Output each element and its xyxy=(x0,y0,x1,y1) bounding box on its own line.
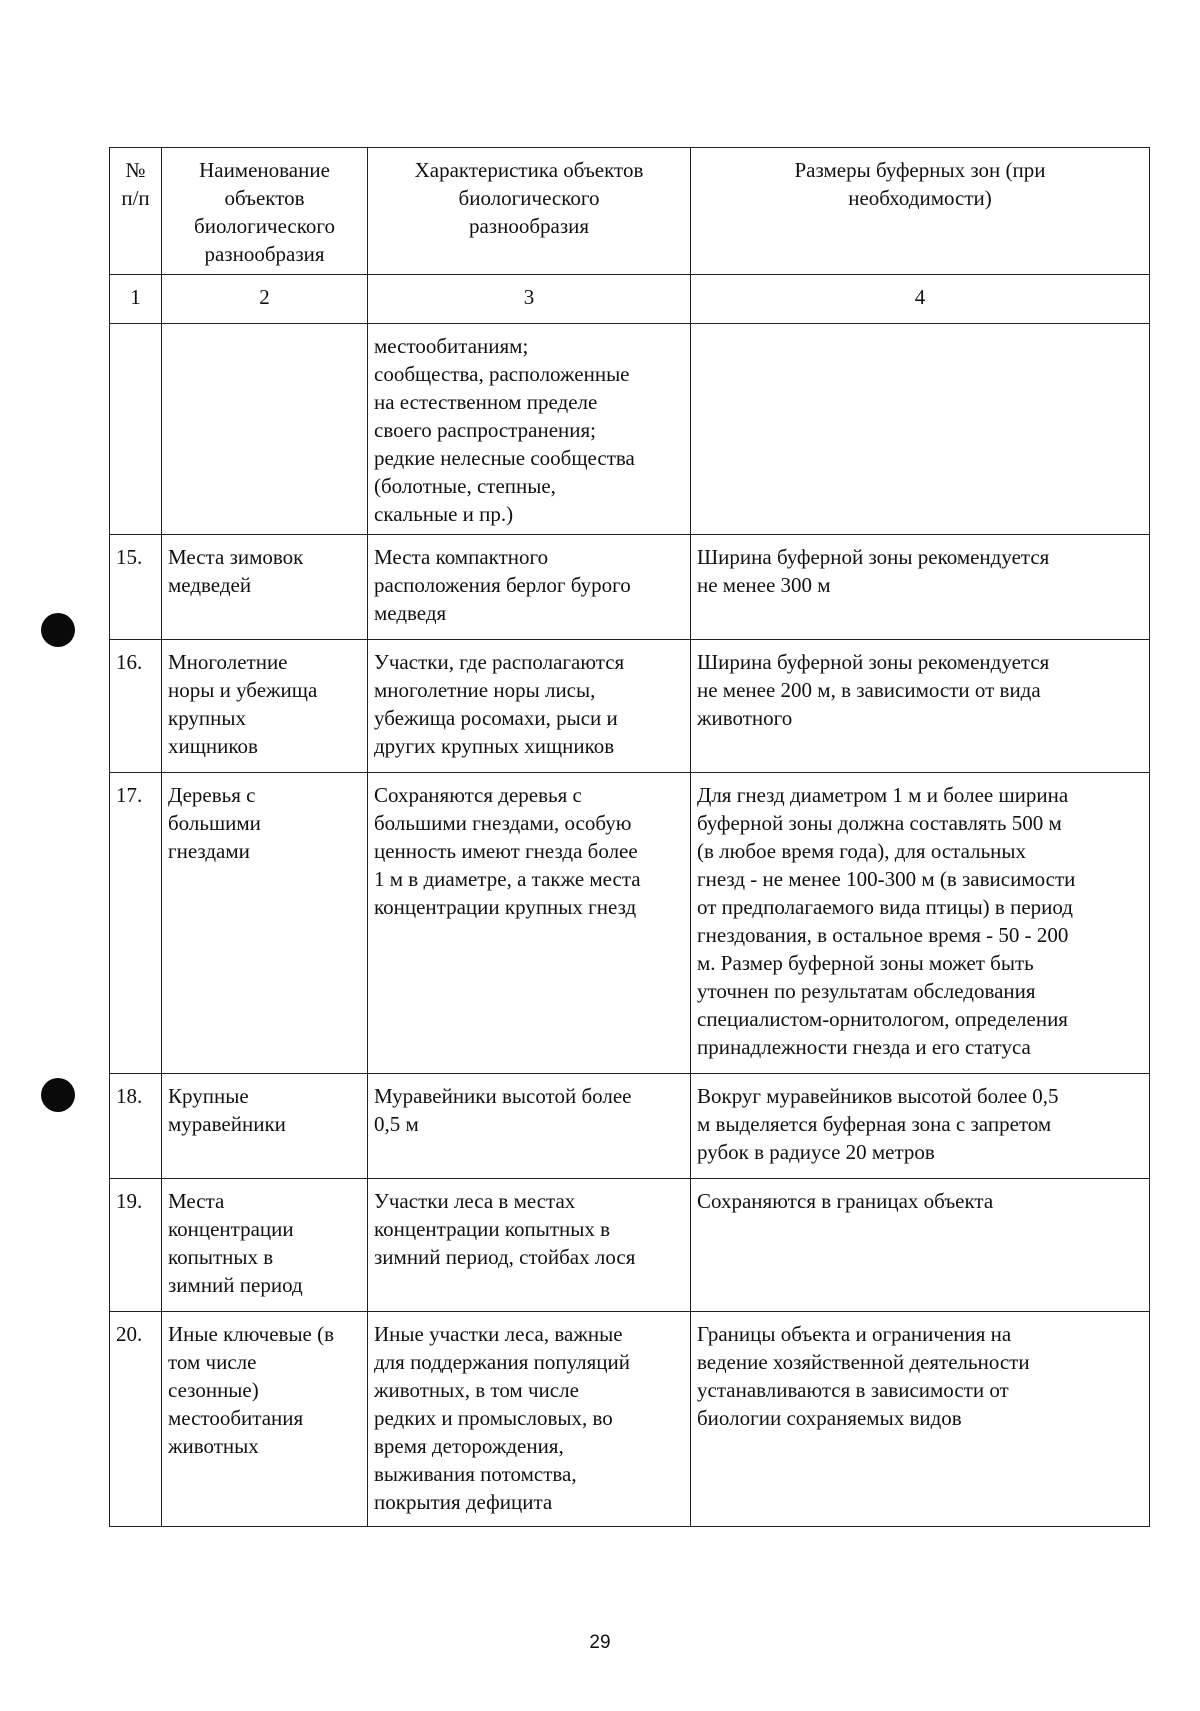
header-name: Наименование объектов биологического разнообразия xyxy=(162,148,368,275)
row-number xyxy=(110,324,162,535)
biodiversity-objects-table xyxy=(109,147,1150,1527)
object-name: Многолетние норы и убежища крупных хищников xyxy=(162,640,368,773)
object-characteristic: Участки, где располагаются многолетние норы лисы, убежища росомахи, рыси и других крупных хищников xyxy=(368,640,691,773)
buffer-zone-size: Ширина буферной зоны рекомендуется не менее 300 м xyxy=(691,535,1150,640)
row-number: 18. xyxy=(110,1074,162,1179)
punch-hole xyxy=(41,613,75,647)
object-characteristic: Участки леса в местах концентрации копытных в зимний период, стойбах лося xyxy=(368,1179,691,1312)
row-number: 17. xyxy=(110,773,162,1074)
table-row xyxy=(110,773,1150,1074)
object-characteristic: местообитаниям; сообщества, расположенные на естественном пределе своего распространения; редкие нелесные сообщества (болотные, степные, скальные и пр.) xyxy=(368,324,691,535)
object-characteristic: Иные участки леса, важные для поддержания популяций животных, в том числе редких и промысловых, во время деторождения, выживания потомства, покрытия дефицита xyxy=(368,1312,691,1527)
table-row xyxy=(110,324,1150,535)
table-row xyxy=(110,1074,1150,1179)
buffer-zone-size: Ширина буферной зоны рекомендуется не менее 200 м, в зависимости от вида животного xyxy=(691,640,1150,773)
object-characteristic: Сохраняются деревья с большими гнездами, особую ценность имеют гнезда более 1 м в диаметре, а также места концентрации крупных гнезд xyxy=(368,773,691,1074)
header-buffer-zone: Размеры буферных зон (при необходимости) xyxy=(691,148,1150,275)
object-name: Крупные муравейники xyxy=(162,1074,368,1179)
object-characteristic: Места компактного расположения берлог бурого медведя xyxy=(368,535,691,640)
row-number: 16. xyxy=(110,640,162,773)
object-name: Деревья с большими гнездами xyxy=(162,773,368,1074)
header-number: № п/п xyxy=(110,148,162,275)
column-number-row xyxy=(110,275,1150,324)
object-name: Места концентрации копытных в зимний период xyxy=(162,1179,368,1312)
page-number: 29 xyxy=(589,1632,611,1653)
buffer-zone-size xyxy=(691,324,1150,535)
buffer-zone-size: Вокруг муравейников высотой более 0,5 м выделяется буферная зона с запретом рубок в радиусе 20 метров xyxy=(691,1074,1150,1179)
buffer-zone-size: Для гнезд диаметром 1 м и более ширина буферной зоны должна составлять 500 м (в любое время года), для остальных гнезд - не менее 100-300 м (в зависимости от предполагаемого вида птицы) в период гнездования, в остальное время - 50 - 200 м. Размер буферной зоны может быть уточнен по результатам обследования специалистом-орнитологом, определения принадлежности гнезда и его статуса xyxy=(691,773,1150,1074)
row-number: 20. xyxy=(110,1312,162,1527)
buffer-zone-size: Сохраняются в границах объекта xyxy=(691,1179,1150,1312)
object-name xyxy=(162,324,368,535)
object-name: Места зимовок медведей xyxy=(162,535,368,640)
row-number: 19. xyxy=(110,1179,162,1312)
punch-hole xyxy=(41,1078,75,1112)
row-number: 15. xyxy=(110,535,162,640)
header-characteristic: Характеристика объектов биологического разнообразия xyxy=(368,148,691,275)
column-number: 4 xyxy=(691,275,1150,324)
column-number: 2 xyxy=(162,275,368,324)
table-row xyxy=(110,640,1150,773)
column-number: 3 xyxy=(368,275,691,324)
column-number: 1 xyxy=(110,275,162,324)
table-row xyxy=(110,1312,1150,1527)
table-row xyxy=(110,1179,1150,1312)
object-name: Иные ключевые (в том числе сезонные) местообитания животных xyxy=(162,1312,368,1527)
object-characteristic: Муравейники высотой более 0,5 м xyxy=(368,1074,691,1179)
buffer-zone-size: Границы объекта и ограничения на ведение хозяйственной деятельности устанавливаются в зависимости от биологии сохраняемых видов xyxy=(691,1312,1150,1527)
table-header-row xyxy=(110,148,1150,275)
table-row xyxy=(110,535,1150,640)
